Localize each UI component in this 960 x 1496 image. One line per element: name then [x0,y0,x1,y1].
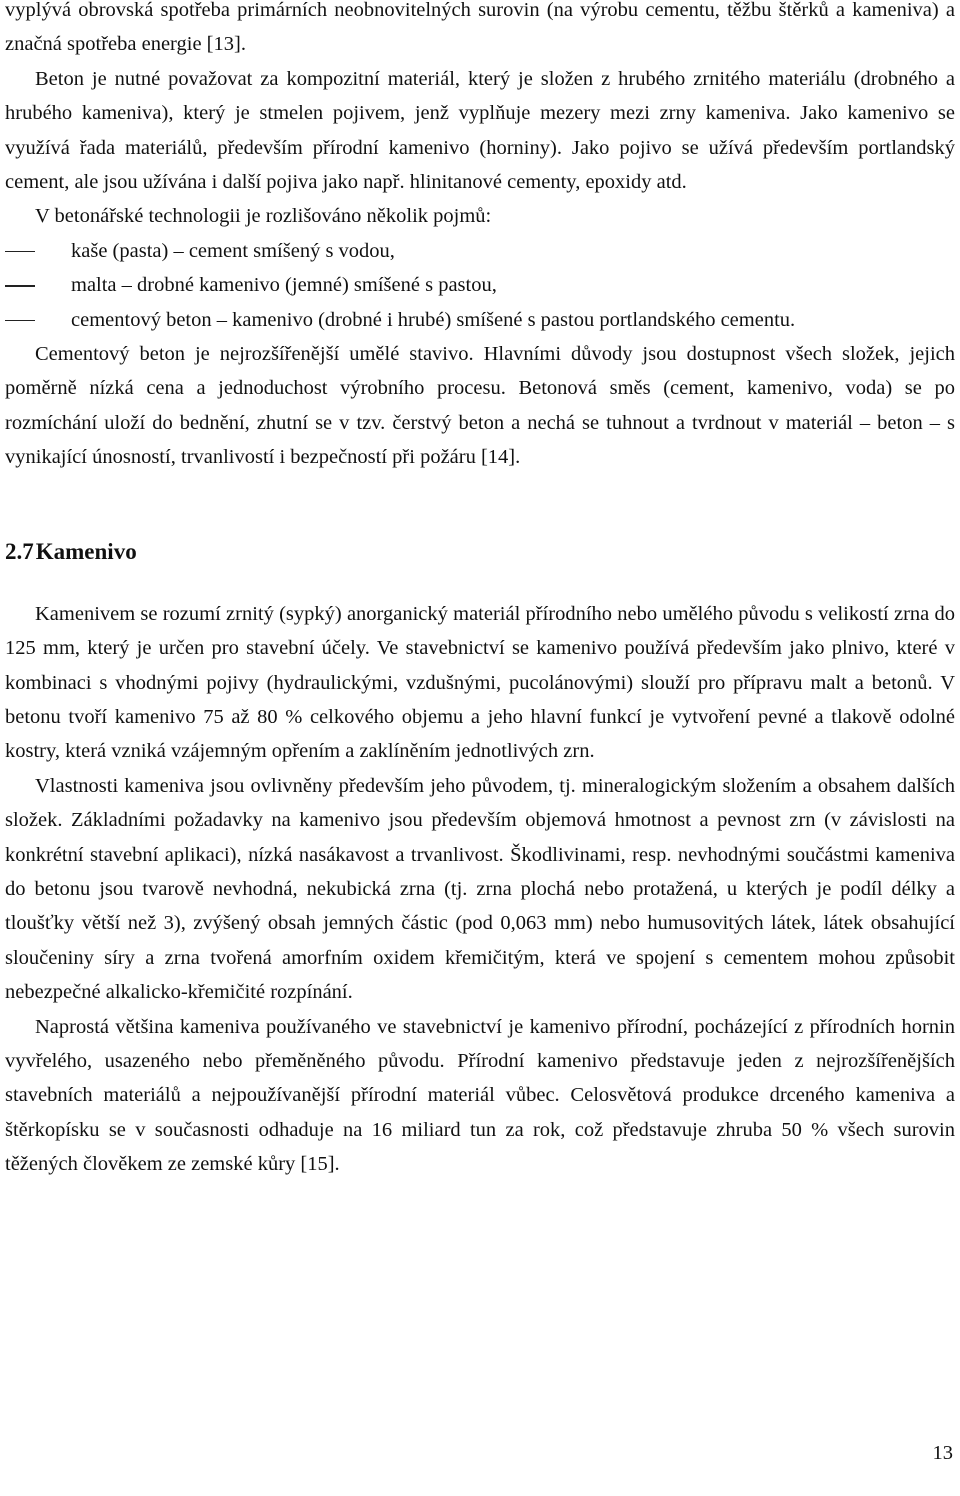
paragraph-terms-intro: V betonářské technologii je rozlišováno několik pojmů: [35,205,492,228]
list-item: malta – drobné kamenivo (jemné) smíšené s pastou, [5,268,955,302]
paragraph-concrete-composite: Beton je nutné považovat za kompozitní materiál, který je složen z hrubého zrnitého materiálu (drobného a hrubého kameniva), který je stmelen pojivem, jenž vyplňuje mezery mezi zrny kameniva. Jako kamenivo se využívá řada materiálů, především přírodní kamenivo (horniny). Jako pojivo se užívá především portlandský cement, ale jsou užívána i další pojiva jako např. hlinitanové cementy, epoxidy atd. [5,67,955,194]
paragraph-cement-concrete: Cementový beton je nejrozšířenější umělé stavivo. Hlavními důvody jsou dostupnost všech složek, jejich poměrně nízká cena a jednoduchost výrobního procesu. Betonová směs (cement, kamenivo, voda) se po rozmíchání uloží do bednění, zhutní se v tzv. čerstvý beton a nechá se tuhnout a tvrdnout v materiál – beton – s vynikající únosností, trvanlivostí i bezpečností při požáru [14]. [5,343,955,469]
section-title: Kamenivo [35,538,137,564]
paragraph-aggregate-properties: Vlastnosti kameniva jsou ovlivněny především jeho původem, tj. mineralogickým složením a obsahem dalších složek. Základními požadavky na kamenivo jsou především objemová hmotnost a pevnost zrn (v závislosti na konkrétní stavební aplikaci), nízká nasákavost a trvanlivost. Škodlivinami, resp. nevhodnými součástmi kameniva do betonu jsou tvarově nevhodná, nekubická zrna (tj. zrna plochá nebo protažená, u kterých je podíl délky a tloušťky větší než 3), zvýšený obsah jemných částic (pod 0,063 mm) nebo humusovitých látek, látek obsahující sloučeniny síry a zrna tvořená amorfním oxidem křemičitým, která ve spojení s cementem mohou způsobit nebezpečné alkalicko-křemičité rozpínání. [5,774,955,1004]
paragraph-continuation: vyplývá obrovská spotřeba primárních neobnovitelných surovin (na výrobu cementu, těžbu štěrků a kameniva) a značná spotřeba energie [13]. [5,0,955,56]
terms-list [5,234,955,337]
document-page [5,0,955,1182]
section-number: 2.7 [5,538,34,564]
section-heading [5,537,955,567]
paragraph-natural-aggregate: Naprostá většina kameniva používaného ve stavebnictví je kamenivo přírodní, pocházející z přírodních hornin vyvřelého, usazeného nebo přeměněného původu. Přírodní kamenivo představuje jeden z nejrozšířenějších stavebních materiálů a nejpoužívanější přírodní materiál vůbec. Celosvětová produkce drceného kameniva a štěrkopísku se v současnosti odhaduje na 16 miliard tun za rok, což představuje zhruba 50 % všech surovin těžených člověkem ze zemské kůry [15]. [5,1015,955,1176]
page-number: 13 [932,1442,953,1464]
paragraph-aggregate-definition: Kamenivem se rozumí zrnitý (sypký) anorganický materiál přírodního nebo umělého původu s velikostí zrna do 125 mm, který je určen pro stavební účely. Ve stavebnictví se kamenivo používá především jako plnivo, které v kombinaci s vhodnými pojivy (hydraulickými, vzdušnými, pucolánovými) slouží pro přípravu malt a betonů. V betonu tvoří kamenivo 75 až 80 % celkového objemu a jeho hlavní funkcí je vytvoření pevné a tlakově odolné kostry, která vzniká vzájemným opřením a zaklíněním jednotlivých zrn. [5,602,955,763]
list-item: cementový beton – kamenivo (drobné i hrubé) smíšené s pastou portlandského cementu. [5,303,955,337]
list-item: kaše (pasta) – cement smíšený s vodou, [5,234,955,268]
